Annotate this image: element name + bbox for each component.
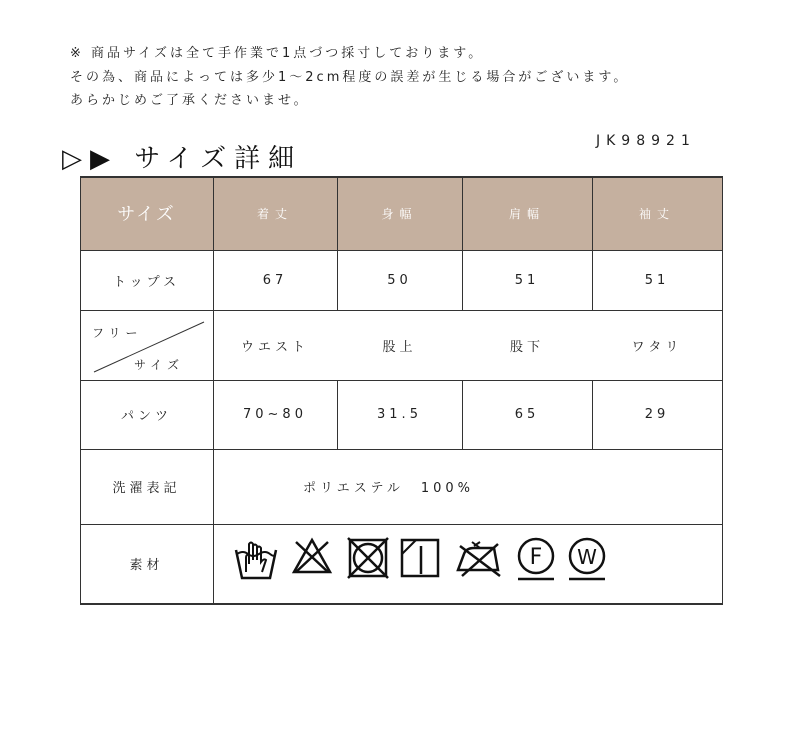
- size-note-line-3: あらかじめご了承くださいませ。: [70, 93, 310, 108]
- no-tumble-dry-icon: [346, 536, 390, 580]
- pants-thigh-value: 29: [644, 407, 670, 422]
- iron-no-steam-icon: [454, 536, 504, 578]
- section-heading: [62, 138, 302, 175]
- tops-shoulder-value: 51: [514, 272, 540, 288]
- svg-text:W: W: [577, 545, 597, 569]
- pants-header-waist: ウエスト: [240, 339, 309, 355]
- tops-label: トップス: [112, 274, 181, 290]
- wet-clean-w-icon: [564, 536, 610, 582]
- heading-title: サイズ詳細: [134, 144, 303, 174]
- header-width: 身幅: [381, 206, 418, 221]
- table-rule: [80, 603, 723, 605]
- svg-text:F: F: [529, 545, 543, 570]
- care-icons: [234, 536, 614, 586]
- pants-label: パンツ: [120, 409, 172, 424]
- material-label: 素材: [129, 558, 164, 573]
- size-note-line-1: ※ 商品サイズは全て手作業で1点づつ採寸しております。: [70, 46, 485, 61]
- pants-header-inseam: 股下: [509, 339, 544, 355]
- tops-sleeve-value: 51: [644, 272, 670, 288]
- free-size-label-top: フリー: [92, 326, 143, 340]
- no-bleach-icon: [290, 536, 334, 576]
- table-rule: [722, 176, 723, 605]
- washing-label: 洗濯表記: [112, 481, 181, 496]
- hand-wash-icon: [234, 536, 278, 582]
- line-dry-shade-icon: [398, 536, 442, 580]
- washing-value: ポリエステル 100%: [303, 481, 474, 496]
- pants-rise-value: 31.5: [377, 407, 422, 422]
- header-sleeve: 袖丈: [638, 206, 675, 221]
- product-code: JK98921: [596, 133, 696, 149]
- tops-width-value: 50: [387, 272, 412, 288]
- header-shoulder: 肩幅: [508, 206, 545, 221]
- header-size: サイズ: [117, 204, 176, 225]
- size-table: [80, 176, 723, 606]
- pants-header-thigh: ワタリ: [631, 339, 683, 355]
- pants-waist-value: 70~80: [243, 407, 307, 422]
- tops-length-value: 67: [262, 272, 288, 288]
- header-length: 着丈: [256, 206, 293, 221]
- pants-header-rise: 股上: [382, 339, 417, 355]
- heading-marker: ▷▶: [62, 144, 118, 174]
- free-size-label-bottom: サイズ: [134, 358, 185, 372]
- dry-clean-f-icon: [514, 536, 558, 582]
- pants-inseam-value: 65: [514, 407, 540, 422]
- size-note-line-2: その為、商品によっては多少1〜2cm程度の誤差が生じる場合がございます。: [70, 70, 630, 85]
